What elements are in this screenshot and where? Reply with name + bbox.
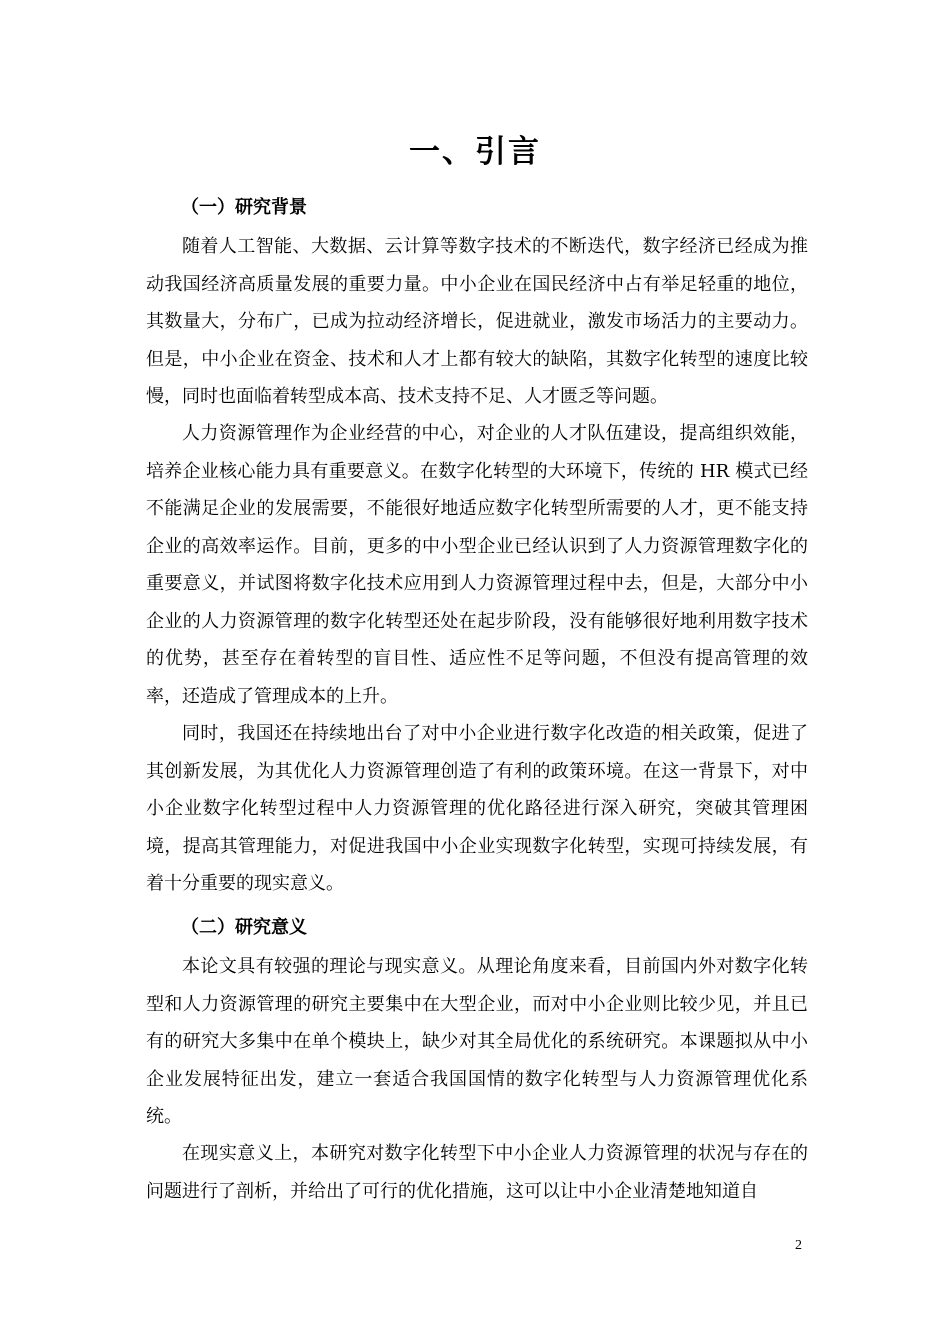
paragraph-background-2: 人力资源管理作为企业经营的中心，对企业的人才队伍建设，提高组织效能，培养企业核心能力具有重要意义。在数字化转型的大环境下，传统的 HR 模式已经不能满足企业的发展需要，不能很好地适应数字化转型所需要的人才，更不能支持企业的高效率运作。目前，更多的中小型企业已经认识到了人力资源管理数字化的重要意义，并试图将数字化技术应用到人力资源管理过程中去，但是，大部分中小企业的人力资源管理的数字化转型还处在起步阶段，没有能够很好地利用数字技术的优势，甚至存在着转型的盲目性、适应性不足等问题，不但没有提高管理的效率，还造成了管理成本的上升。	[146, 423, 808, 707]
section-heading-significance: （二）研究意义	[181, 917, 307, 938]
paragraph-significance-1: 本论文具有较强的理论与现实意义。从理论角度来看，目前国内外对数字化转型和人力资源管理的研究主要集中在大型企业，而对中小企业则比较少见，并且已有的研究大多集中在单个模块上，缺少对其全局优化的系统研究。本课题拟从中小企业发展特征出发，建立一套适合我国国情的数字化转型与人力资源管理优化系统。	[146, 956, 808, 1127]
section-heading-background: （一）研究背景	[181, 197, 307, 218]
paragraph-significance-2: 在现实意义上，本研究对数字化转型下中小企业人力资源管理的状况与存在的问题进行了剖析，并给出了可行的优化措施，这可以让中小企业清楚地知道自	[146, 1143, 808, 1202]
paragraph-background-3: 同时，我国还在持续地出台了对中小企业进行数字化改造的相关政策，促进了其创新发展，为其优化人力资源管理创造了有利的政策环境。在这一背景下，对中小企业数字化转型过程中人力资源管理的优化路径进行深入研究，突破其管理困境，提高其管理能力，对促进我国中小企业实现数字化转型，实现可持续发展，有着十分重要的现实意义。	[146, 723, 808, 894]
page-number: 2	[795, 1238, 802, 1253]
chapter-title: 一、引言	[409, 134, 541, 170]
paragraph-background-1: 随着人工智能、大数据、云计算等数字技术的不断迭代，数字经济已经成为推动我国经济高质量发展的重要力量。中小企业在国民经济中占有举足轻重的地位，其数量大，分布广，已成为拉动经济增长，促进就业，激发市场活力的主要动力。但是，中小企业在资金、技术和人才上都有较大的缺陷，其数字化转型的速度比较慢，同时也面临着转型成本高、技术支持不足、人才匮乏等问题。	[146, 236, 808, 407]
